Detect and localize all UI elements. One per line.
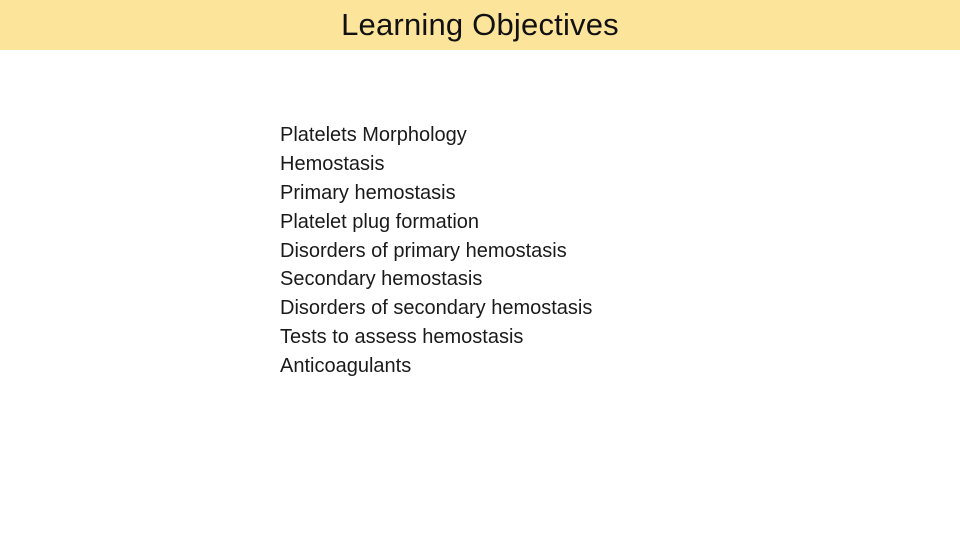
objective-item: Platelets Morphology — [280, 124, 467, 146]
objective-item: Secondary hemostasis — [280, 268, 483, 291]
objective-item: Primary hemostasis — [280, 181, 456, 204]
title-bar — [0, 0, 960, 50]
objective-item: Hemostasis — [280, 152, 385, 175]
slide-title: Learning Objectives — [341, 7, 619, 42]
objectives-list — [280, 121, 592, 381]
objective-item: Anticoagulants — [280, 355, 412, 378]
objective-item: Disorders of primary hemostasis — [280, 239, 567, 262]
objective-item: Platelet plug formation — [280, 210, 480, 233]
objective-item: Disorders of secondary hemostasis — [280, 297, 593, 320]
objective-item: Tests to assess hemostasis — [280, 326, 524, 349]
